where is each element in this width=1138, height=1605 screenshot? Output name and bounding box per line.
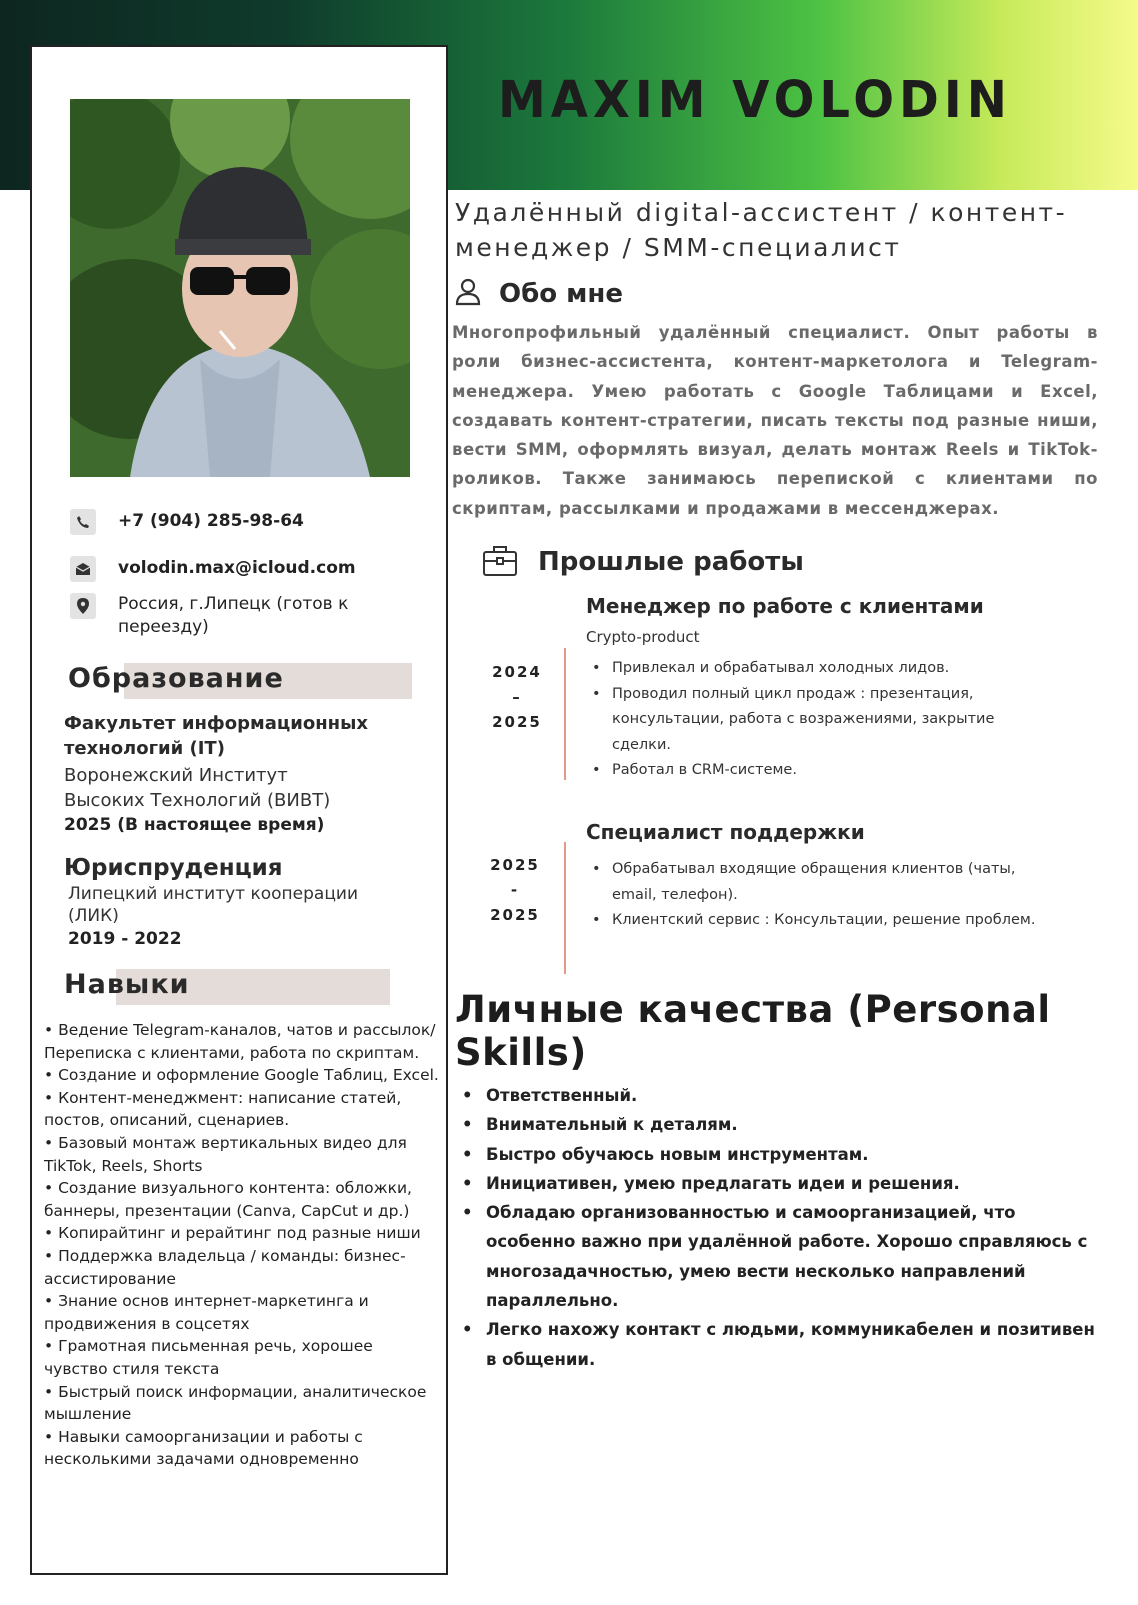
personal-skills-title: Личные качества (Personal Skills) bbox=[455, 988, 1051, 1074]
year-from: 2024 bbox=[492, 663, 542, 681]
email-address[interactable]: volodin.max@icloud.com bbox=[118, 558, 356, 578]
contact-email bbox=[70, 556, 356, 582]
personal-skills-list bbox=[462, 1081, 1102, 1374]
job-bullet: • Работал в CRM-системе. bbox=[592, 758, 1012, 784]
year-from: 2025 bbox=[490, 856, 540, 874]
personal-skill-item: • Внимательный к деталям. bbox=[462, 1110, 1102, 1139]
education-years: 2019 - 2022 bbox=[68, 929, 182, 949]
skill-item: • Навыки самоорганизации и работы с несколькими задачами одновременно bbox=[44, 1427, 363, 1469]
education-institution: Воронежский Институт Высоких Технологий (ВИВТ) bbox=[64, 765, 331, 811]
education-title: Образование bbox=[68, 663, 284, 694]
skill-item: • Быстрый поиск информации, аналитическое мышление bbox=[44, 1382, 427, 1424]
location-pin-icon bbox=[70, 593, 96, 619]
personal-skill-item: • Быстро обучаюсь новым инструментам. bbox=[462, 1140, 1102, 1169]
education-years: 2025 (В настоящее время) bbox=[64, 815, 325, 835]
education-degree: Факультет информационных технологий (IT) bbox=[64, 713, 368, 759]
skill-item: • Знание основ интернет-маркетинга и продвижения в соцсетях bbox=[44, 1292, 369, 1333]
job-company: Crypto-product bbox=[586, 628, 700, 646]
skills-title: Навыки bbox=[64, 969, 190, 1000]
about-title: Обо мне bbox=[499, 279, 624, 309]
job-bullets bbox=[592, 656, 1012, 784]
job-bullets bbox=[592, 857, 1037, 934]
timeline-line bbox=[564, 648, 566, 780]
works-title: Прошлые работы bbox=[538, 547, 804, 577]
timeline-line bbox=[564, 842, 566, 974]
skill-item: • Ведение Telegram-каналов, чатов и рассылок/Переписка с клиентами, работа по скриптам. bbox=[44, 1021, 436, 1062]
skill-item: • Контент-менеджмент: написание статей, постов, описаний, сценариев. bbox=[44, 1088, 402, 1130]
phone-number[interactable]: +7 (904) 285-98-64 bbox=[118, 511, 304, 531]
envelope-icon bbox=[70, 556, 96, 582]
person-icon bbox=[455, 278, 481, 310]
skill-item: • Создание и оформление Google Таблиц, Excel. bbox=[44, 1066, 439, 1085]
year-dash: – bbox=[512, 688, 522, 706]
job-years bbox=[482, 660, 552, 735]
profile-photo bbox=[70, 99, 410, 477]
personal-skill-item: • Обладаю организованностью и самоорганизацией, что особенно важно при удалённой работе. Хорошо справляюсь с многозадачностью, умею вести несколько направлений параллельно. bbox=[462, 1198, 1102, 1315]
skill-item: • Поддержка владельца / команды: бизнес-ассистирование bbox=[44, 1246, 406, 1288]
briefcase-icon bbox=[482, 543, 518, 581]
about-header bbox=[455, 278, 623, 310]
skill-item: • Копирайтинг и рерайтинг под разные ниши bbox=[44, 1224, 421, 1243]
phone-icon bbox=[70, 509, 96, 535]
education-item-2 bbox=[64, 853, 424, 952]
left-sidebar-card bbox=[30, 45, 448, 1575]
education-item-1 bbox=[64, 711, 424, 838]
year-to: 2025 bbox=[490, 906, 540, 924]
personal-skill-item: • Инициативен, умею предлагать идеи и решения. bbox=[462, 1169, 1102, 1198]
education-institution: Липецкий институт кооперации (ЛИК) bbox=[68, 884, 358, 926]
job-bullet: • Клиентский сервис : Консультации, решение проблем. bbox=[592, 908, 1037, 934]
contact-location bbox=[70, 593, 358, 639]
skill-item: • Создание визуального контента: обложки, баннеры, презентации (Canva, CapCut и др.) bbox=[44, 1179, 412, 1220]
job-title: Удалённый digital-ассистент / контент-менеджер / SMM-специалист bbox=[455, 198, 1068, 262]
job-position: Специалист поддержки bbox=[586, 820, 865, 844]
contact-phone bbox=[70, 509, 304, 535]
location-text: Россия, г.Липецк (готов к переезду) bbox=[118, 594, 349, 637]
skills-list bbox=[44, 1019, 439, 1471]
year-to: 2025 bbox=[492, 713, 542, 731]
skill-item: • Грамотная письменная речь, хорошее чувство стиля текста bbox=[44, 1337, 373, 1378]
candidate-name: MAXIM VOLODIN bbox=[498, 70, 1012, 130]
about-text: Многопрофильный удалённый специалист. Опыт работы в роли бизнес-ассистента, контент-маркетолога и Telegram-менеджера. Умею работать с Google Таблицами и Excel, создавать контент-стратегии, писать тексты под разные ниши, вести SMM, оформлять визуал, делать монтаж Reels и TikTok-роликов. Также занимаюсь перепиской с клиентами по скриптам, рассылками и продажами в мессенджерах. bbox=[452, 323, 1098, 518]
works-header bbox=[482, 543, 804, 581]
education-degree: Юриспруденция bbox=[64, 855, 283, 881]
job-bullet: • Проводил полный цикл продаж : презентация, консультации, работа с возражениями, закрытие сделки. bbox=[592, 682, 1012, 759]
job-years bbox=[480, 853, 550, 928]
job-position: Менеджер по работе с клиентами bbox=[586, 594, 984, 618]
year-dash: - bbox=[510, 881, 520, 899]
skill-item: • Базовый монтаж вертикальных видео для TikTok, Reels, Shorts bbox=[44, 1133, 407, 1175]
personal-skill-item: • Легко нахожу контакт с людьми, коммуникабелен и позитивен в общении. bbox=[462, 1315, 1102, 1374]
personal-skill-item: • Ответственный. bbox=[462, 1081, 1102, 1110]
job-bullet: • Привлекал и обрабатывал холодных лидов. bbox=[592, 656, 1012, 682]
job-bullet: • Обрабатывал входящие обращения клиентов (чаты, email, телефон). bbox=[592, 857, 1037, 908]
